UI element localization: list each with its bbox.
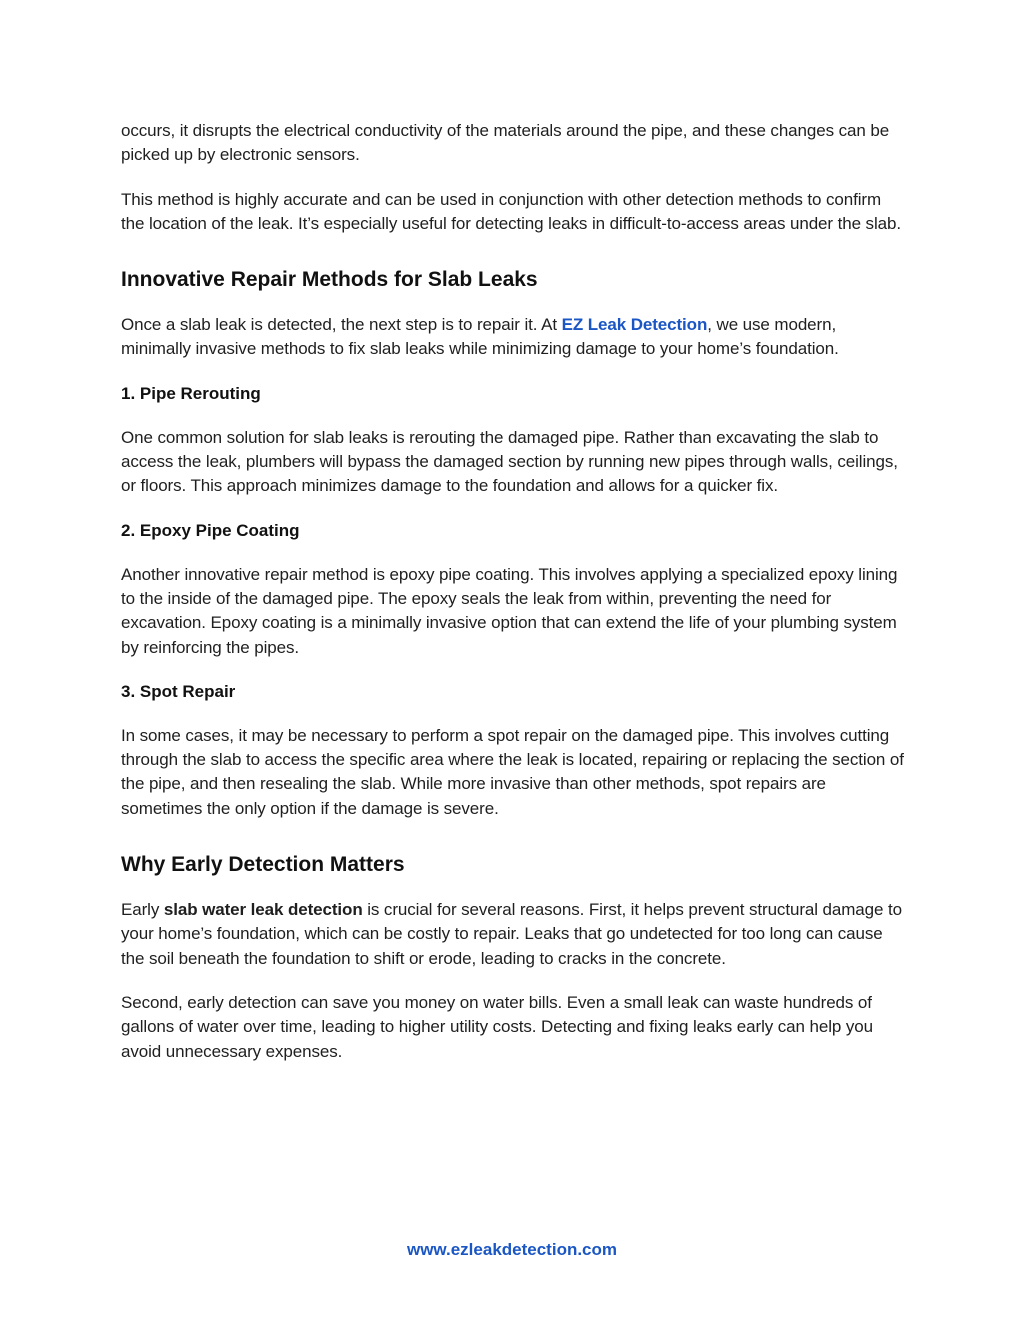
intro-text-before: Once a slab leak is detected, the next step is to repair it. At <box>121 315 562 335</box>
subheading-pipe-rerouting: 1. Pipe Rerouting <box>121 383 261 403</box>
early-text-bold: slab water leak detection <box>163 900 363 920</box>
paragraph-pipe-rerouting: One common solution for slab leaks is rerouting the damaged pipe. Rather than excavating the slab to access the leak, plumbers will bypass the damaged section by running new pipes through walls, ceilings, or floors. This approach minimizes damage to the foundation and allows for a quicker fix. <box>121 427 898 496</box>
early-text-before: Early <box>121 900 164 920</box>
paragraph-early-detection-reasons <box>121 898 906 971</box>
heading-early-detection: Why Early Detection Matters <box>121 853 405 877</box>
early-text-after: is crucial for several reasons. First, it helps prevent structural damage to your home’s foundation, which can be costly to repair. Leaks that go undetected for too long can cause the soil beneath the foundation to shift or erode, leading to cracks in the concrete. <box>121 900 902 968</box>
footer-website-link[interactable]: www.ezleakdetection.com <box>406 1240 618 1259</box>
paragraph-repair-intro <box>121 313 906 362</box>
paragraph-epoxy-coating: Another innovative repair method is epoxy pipe coating. This involves applying a specialized epoxy lining to the inside of the damaged pipe. The epoxy seals the leak from within, preventing the need for excavation. Epoxy coating is a minimally invasive option that can extend the life of your plumbing system by reinforcing the pipes. <box>121 564 898 657</box>
paragraph-spot-repair: In some cases, it may be necessary to perform a spot repair on the damaged pipe. This involves cutting through the slab to access the specific area where the leak is located, repairing or replacing the section of the pipe, and then resealing the slab. While more invasive than other methods, spot repairs are sometimes the only option if the damage is severe. <box>121 725 904 818</box>
document-body <box>121 119 906 1064</box>
subheading-epoxy-coating: 2. Epoxy Pipe Coating <box>121 520 300 540</box>
intro-text-after: , we use modern, minimally invasive methods to fix slab leaks while minimizing damage to your home’s foundation. <box>121 315 839 359</box>
paragraph-conductivity: occurs, it disrupts the electrical conductivity of the materials around the pipe, and these changes can be picked up by electronic sensors. <box>121 121 890 165</box>
subheading-spot-repair: 3. Spot Repair <box>121 681 236 701</box>
heading-repair-methods: Innovative Repair Methods for Slab Leaks <box>121 268 538 292</box>
ez-leak-detection-link[interactable]: EZ Leak Detection <box>561 315 708 335</box>
paragraph-water-bills: Second, early detection can save you money on water bills. Even a small leak can waste hundreds of gallons of water over time, leading to higher utility costs. Detecting and fixing leaks early can help you avoid unnecessary expenses. <box>121 992 873 1061</box>
paragraph-accuracy: This method is highly accurate and can be used in conjunction with other detection methods to confirm the location of the leak. It’s especially useful for detecting leaks in difficult-to-access areas under the slab. <box>121 189 901 233</box>
